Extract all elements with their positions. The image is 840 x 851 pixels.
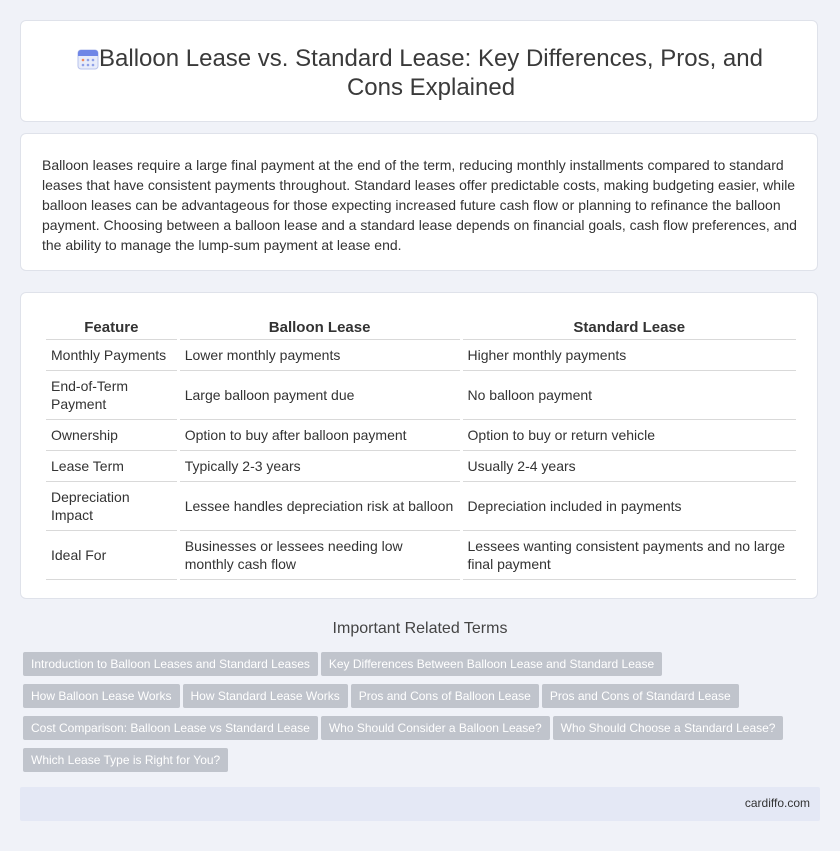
table-cell-feature: Monthly Payments xyxy=(46,340,177,371)
related-terms-list xyxy=(23,652,813,780)
related-term-link[interactable]: How Standard Lease Works xyxy=(183,684,348,708)
related-terms-heading: Important Related Terms xyxy=(332,620,508,637)
table-cell-standard: Depreciation included in payments xyxy=(463,482,796,531)
table-cell-standard: No balloon payment xyxy=(463,371,796,420)
table-cell-standard: Usually 2-4 years xyxy=(463,451,796,482)
table-row xyxy=(46,482,796,531)
table-cell-balloon: Lessee handles depreciation risk at balloon xyxy=(180,482,460,531)
table-row xyxy=(46,420,796,451)
table-cell-standard: Option to buy or return vehicle xyxy=(463,420,796,451)
table-cell-feature: Ownership xyxy=(46,420,177,451)
related-term-link[interactable]: Cost Comparison: Balloon Lease vs Standard Lease xyxy=(23,716,318,740)
related-term-link[interactable]: Pros and Cons of Standard Lease xyxy=(542,684,739,708)
footer xyxy=(20,787,820,821)
column-header-balloon-lease: Balloon Lease xyxy=(180,315,460,340)
title-card xyxy=(20,20,818,122)
related-term-link[interactable]: Pros and Cons of Balloon Lease xyxy=(351,684,539,708)
related-term-link[interactable]: Who Should Consider a Balloon Lease? xyxy=(321,716,550,740)
footer-site-link[interactable]: cardiffo.com xyxy=(744,796,810,810)
table-cell-feature: Depreciation Impact xyxy=(46,482,177,531)
table-cell-feature: Ideal For xyxy=(46,531,177,580)
comparison-table xyxy=(43,315,799,580)
table-cell-standard: Lessees wanting consistent payments and no large final payment xyxy=(463,531,796,580)
table-cell-standard: Higher monthly payments xyxy=(463,340,796,371)
table-cell-balloon: Option to buy after balloon payment xyxy=(180,420,460,451)
table-cell-feature: End-of-Term Payment xyxy=(46,371,177,420)
table-row xyxy=(46,531,796,580)
summary-card xyxy=(20,133,818,271)
column-header-feature: Feature xyxy=(46,315,177,340)
comparison-table-card xyxy=(20,292,818,599)
column-header-standard-lease: Standard Lease xyxy=(463,315,796,340)
related-term-link[interactable]: Who Should Choose a Standard Lease? xyxy=(553,716,784,740)
related-term-link[interactable]: Key Differences Between Balloon Lease and Standard Lease xyxy=(321,652,662,676)
page-title: Balloon Lease vs. Standard Lease: Key Differences, Pros, and Cons Explained xyxy=(99,45,763,101)
table-cell-balloon: Typically 2-3 years xyxy=(180,451,460,482)
table-cell-balloon: Businesses or lessees needing low monthly cash flow xyxy=(180,531,460,580)
page-title-wrap xyxy=(21,44,817,102)
related-term-link[interactable]: How Balloon Lease Works xyxy=(23,684,180,708)
table-row xyxy=(46,340,796,371)
table-cell-balloon: Large balloon payment due xyxy=(180,371,460,420)
table-cell-balloon: Lower monthly payments xyxy=(180,340,460,371)
related-term-link[interactable]: Introduction to Balloon Leases and Standard Leases xyxy=(23,652,318,676)
table-row xyxy=(46,451,796,482)
table-header-row xyxy=(46,315,796,340)
table-cell-feature: Lease Term xyxy=(46,451,177,482)
related-term-link[interactable]: Which Lease Type is Right for You? xyxy=(23,748,228,772)
summary-text: Balloon leases require a large final payment at the end of the term, reducing monthly installments compared to standard leases that have consistent payments throughout. Standard leases offer predictable costs, making budgeting easier, while balloon leases can be advantageous for those expecting increased future cash flow or planning to refinance the balloon payment. Choosing between a balloon lease and a standard lease depends on financial goals, cash flow preferences, and the ability to manage the lump-sum payment at lease end. xyxy=(42,157,797,253)
table-row xyxy=(46,371,796,420)
